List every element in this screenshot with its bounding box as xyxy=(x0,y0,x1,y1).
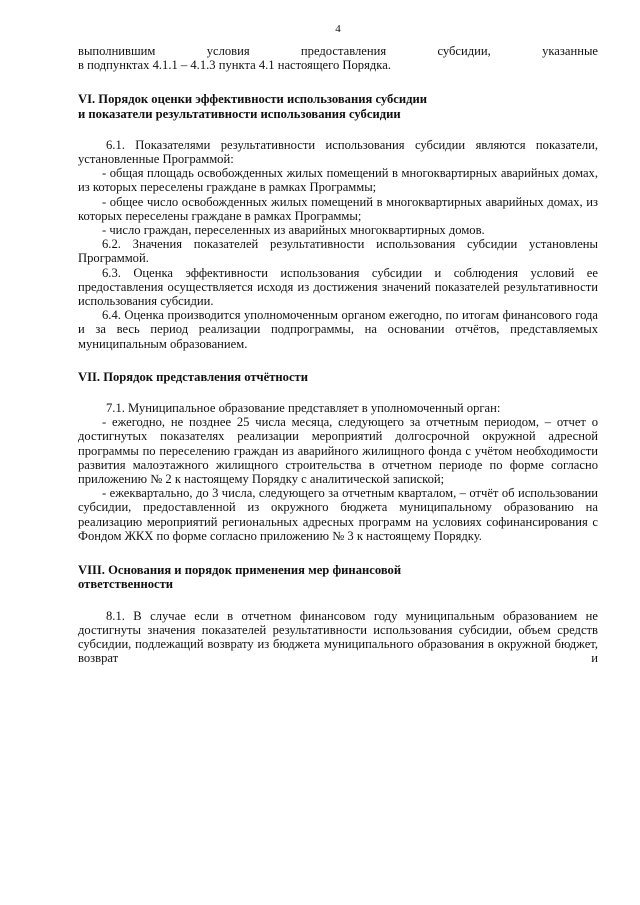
paragraph-6-1: 6.1. Показателями результативности использования субсидии являются показатели, установленные Программой: xyxy=(78,137,598,167)
paragraph-8-1: 8.1. В случае если в отчетном финансовом году муниципальным образованием не достигнуты значения показателей результативности использования субсидии, объем средств субсидии, подлежащий возврату из бюджета муниципального образования в окружной бюджет, возврат и xyxy=(78,608,598,666)
bullet-7-1-annual: - ежегодно, не позднее 25 числа месяца, следующего за отчетным периодом, – отчет о достигнутых показателях реализации мероприятий долгосрочной окружной адресной программы по переселению граждан из аварийного жилищного фонда с учётом необходимости развития малоэтажного жилищного строительства в отчетном периоде по форме согласно приложению № 2 к настоящему Порядку с аналитической запиской; xyxy=(78,415,598,487)
paragraph-7-1: 7.1. Муниципальное образование представляет в уполномоченный орган: xyxy=(106,401,501,416)
bullet-6-1-area: - общая площадь освобожденных жилых помещений в многоквартирных аварийных домах, из которых переселены граждане в рамках Программы; xyxy=(78,166,598,195)
page-number: 4 xyxy=(335,23,341,35)
section-vii-title: VII. Порядок представления отчётности xyxy=(78,369,309,384)
intro-line-1: выполнившим условия предоставления субсидии, указанные xyxy=(78,44,598,58)
paragraph-6-2: 6.2. Значения показателей результативности использования субсидии установлены Программой. xyxy=(78,237,598,266)
paragraph-6-4: 6.4. Оценка производится уполномоченным органом ежегодно, по итогам финансового года и за весь период реализации подпрограммы, на основании отчётов, представляемых муниципальным образованием. xyxy=(78,308,598,351)
bullet-6-1-citizens: - число граждан, переселенных из аварийных многоквартирных домов. xyxy=(102,223,485,238)
section-viii-title-line-2: ответственности xyxy=(78,577,174,592)
bullet-7-1-quarterly: - ежеквартально, до 3 числа, следующего за отчетным кварталом, – отчёт об использовании субсидии, предоставленной из окружного бюджета муниципальному образованию на реализацию мероприятий региональных адресных программ на условиях софинансирования с Фондом ЖКХ по форме согласно приложению № 3 к настоящему Порядку. xyxy=(78,486,598,543)
paragraph-6-3: 6.3. Оценка эффективности использования субсидии и соблюдения условий ее предоставления осуществляется исходя из достижения значений показателей результативности использования субсидии. xyxy=(78,265,598,309)
bullet-6-1-count: - общее число освобожденных жилых помещений в многоквартирных аварийных домах, из которых переселены граждане в рамках Программы; xyxy=(78,194,598,223)
section-viii-heading xyxy=(78,563,598,591)
section-vi-title-line-1: VI. Порядок оценки эффективности использования субсидии xyxy=(78,92,428,107)
section-vi-title-line-2: и показатели результативности использования субсидии xyxy=(78,106,401,121)
section-vii-heading xyxy=(78,370,598,384)
intro-line-2: в подпунктах 4.1.1 – 4.1.3 пункта 4.1 настоящего Порядка. xyxy=(78,58,391,73)
section-viii-title-line-1: VIII. Основания и порядок применения мер финансовой xyxy=(78,563,402,578)
section-vi-heading xyxy=(78,92,598,120)
document-page xyxy=(78,22,598,665)
